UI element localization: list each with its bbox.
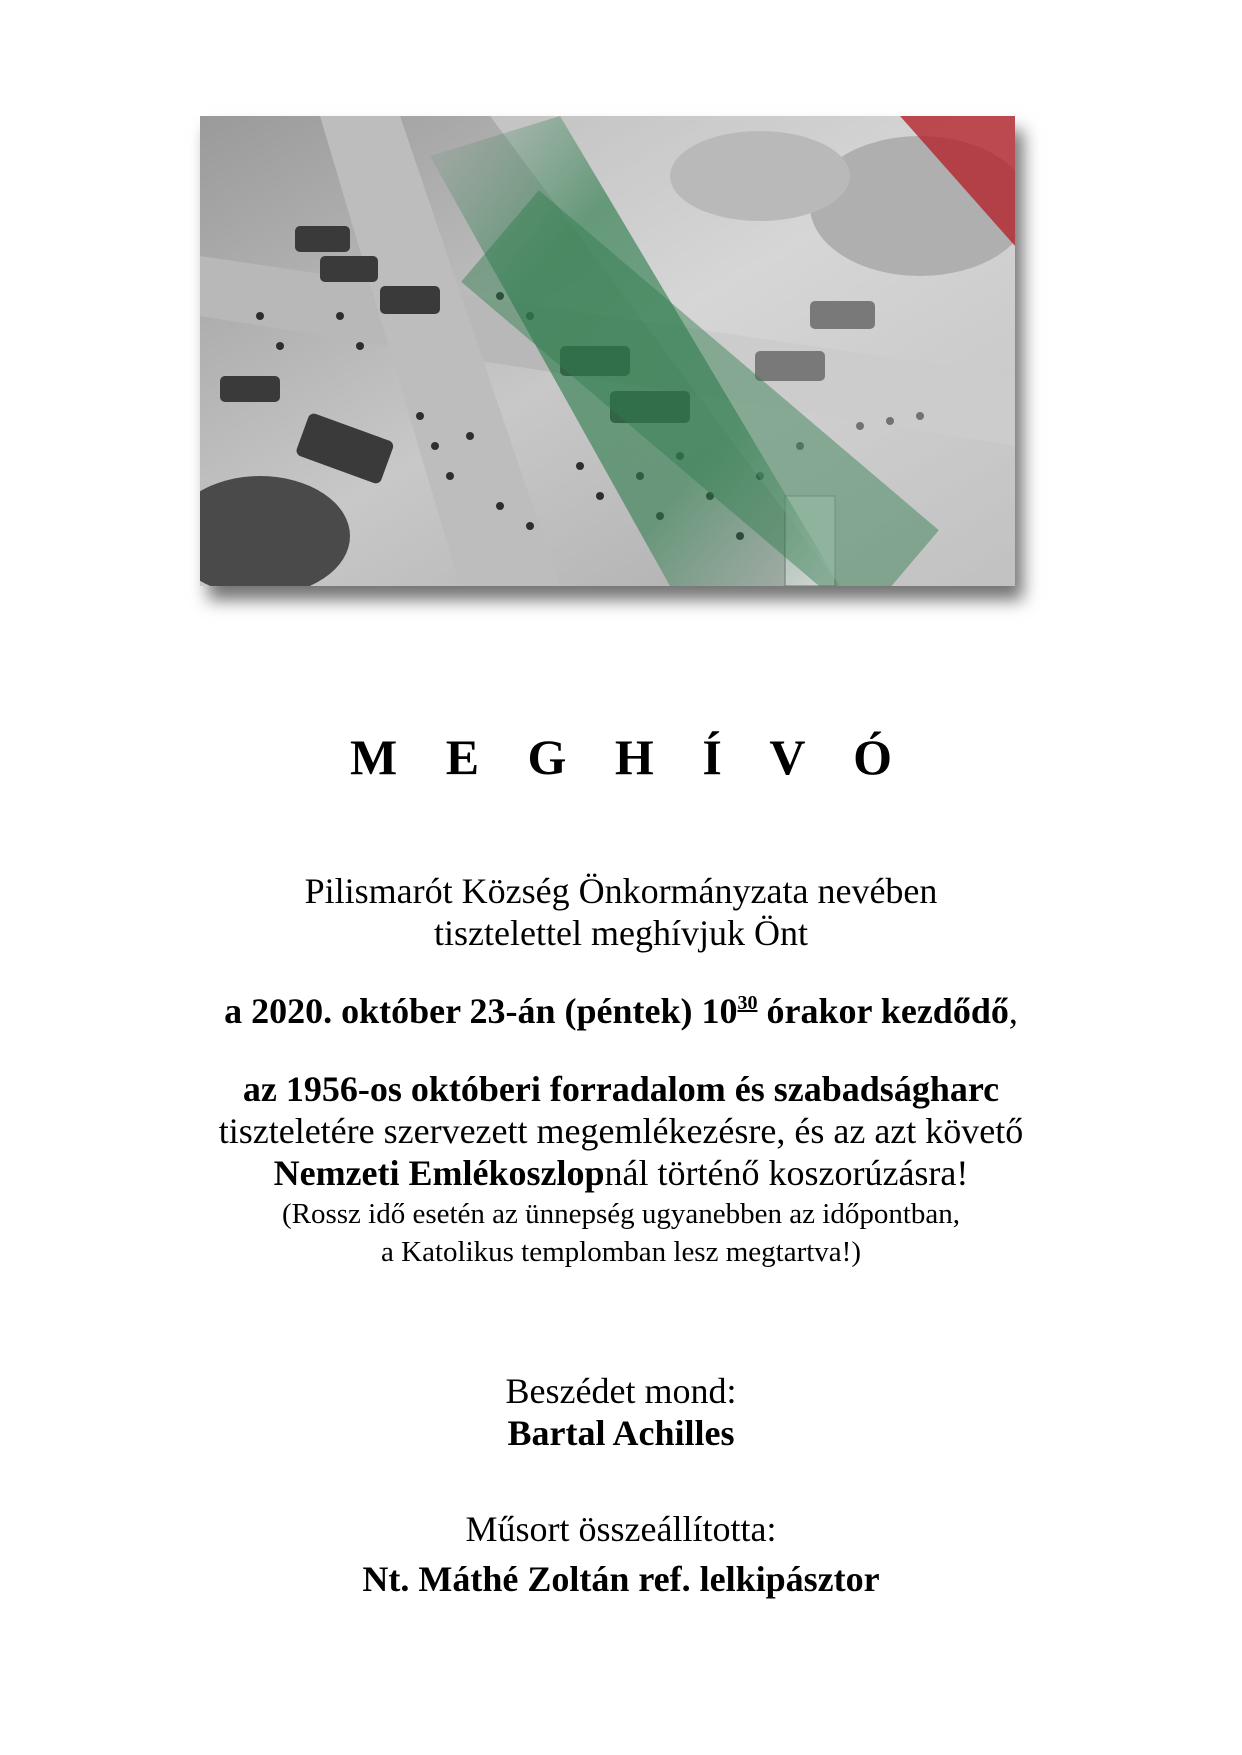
speaker-label: Beszédet mond: bbox=[505, 1371, 737, 1411]
note-line-2: a Katolikus templomban lesz megtartva!) bbox=[381, 1236, 861, 1268]
program-label: Műsort összeállította: bbox=[465, 1509, 777, 1549]
event-place: Nemzeti Emlékoszlop bbox=[273, 1153, 605, 1193]
header-photo bbox=[200, 116, 1015, 586]
date-comma: , bbox=[1008, 991, 1018, 1031]
event-line-3 bbox=[0, 1152, 1242, 1194]
event-place-rest: nál történő koszorúzásra! bbox=[604, 1153, 969, 1193]
event-line-1: az 1956-os októberi forradalom és szabadságharc bbox=[242, 1069, 1000, 1109]
intro-line-2: tisztelettel meghívjuk Önt bbox=[434, 913, 808, 953]
program-author: Nt. Máthé Zoltán ref. lelkipásztor bbox=[362, 1559, 880, 1599]
date-line bbox=[0, 990, 1242, 1032]
page-title: M E G H Í V Ó bbox=[350, 729, 910, 785]
note-line-1: (Rossz idő esetén az ünnepség ugyanebben az időpontban, bbox=[281, 1198, 961, 1230]
intro-line-1: Pilismarót Község Önkormányzata nevében bbox=[304, 871, 938, 911]
date-prefix: a 2020. október 23-án (péntek) 10 bbox=[224, 991, 738, 1031]
date-suffix: órakor kezdődő bbox=[757, 991, 1009, 1031]
photo-1956-tanks-with-flag-icon bbox=[200, 116, 1015, 586]
event-line-2: tiszteletére szervezett megemlékezésre, és az azt követő bbox=[218, 1111, 1024, 1151]
time-minutes: 30 bbox=[737, 992, 758, 1014]
speaker-name: Bartal Achilles bbox=[507, 1413, 735, 1453]
